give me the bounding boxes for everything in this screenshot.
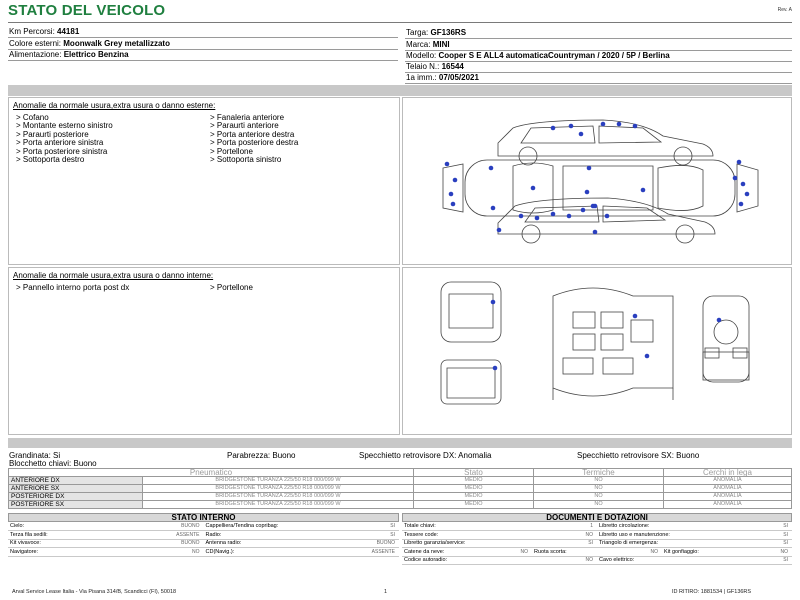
damage-item: > Porta anteriore sinistra [16, 138, 104, 148]
damage-item: > Paraurti posteriore [16, 129, 89, 139]
checklist-label: Antenna radio: [205, 540, 242, 547]
tyre-state: MEDIO [414, 477, 534, 485]
checklist-label: Kit vivavoce: [10, 540, 41, 547]
tyre-row [9, 501, 792, 509]
section-bar [8, 85, 792, 96]
checklist-value: BUONO [376, 540, 395, 547]
model-field: Modello: Cooper S E ALL4 automaticaCountryman / 2020 / 5P / Berlina [406, 51, 670, 60]
tyre-state: MEDIO [414, 493, 534, 501]
fuel-field: Alimentazione: Elettrico Benzina [9, 50, 129, 59]
damage-marker [737, 160, 742, 165]
footer-page: 1 [384, 589, 388, 595]
checklist-label: Triangolo di emergenza: [599, 540, 659, 547]
checklist-value: ASSENTE [371, 548, 395, 555]
damage-item: > Cofano [16, 113, 49, 122]
plate-field: Targa: GF136RS [406, 28, 467, 37]
internal-diagram [402, 267, 792, 435]
tyre-position: ANTERIORE SX [9, 485, 143, 493]
checklist-value: 1 [590, 523, 593, 529]
key-block-status: Blocchetto chiavi: Buono [9, 459, 97, 468]
tyre-rims: ANOMALIA [664, 477, 792, 485]
tyre-state: MEDIO [414, 485, 534, 493]
mirror-sx-status: Specchietto retrovisore SX: Buono [577, 451, 700, 460]
windscreen-status: Parabrezza: Buono [227, 451, 296, 460]
colour-field: Colore esterni: Moonwalk Grey metallizzato [9, 39, 170, 48]
tyre-model: BRIDGESTONE TURANZA 225/50 R18 000/099 W [143, 501, 414, 509]
damage-marker [739, 202, 744, 207]
checklist-label: Tessere code: [404, 531, 439, 538]
damage-marker [491, 300, 496, 305]
tyre-rims: ANOMALIA [664, 501, 792, 509]
checklist-label: Cielo: [10, 523, 25, 529]
damage-item: > Sottoporta sinistro [210, 155, 282, 165]
winter-header: Termiche [534, 469, 664, 477]
damage-marker [551, 126, 556, 131]
damage-marker [569, 124, 574, 129]
damage-marker [551, 212, 556, 217]
damage-marker [633, 124, 638, 129]
car-interior-diagram [403, 268, 793, 436]
checklist-value: NO [520, 548, 528, 555]
km-field: Km Percorsi: 44181 [9, 27, 80, 36]
checklist-value: NO [780, 548, 788, 555]
damage-item: > Porta posteriore destra [210, 138, 299, 148]
damage-marker [519, 214, 524, 219]
checklist-value: SI [390, 531, 395, 538]
tyre-state: MEDIO [414, 501, 534, 509]
row-line [405, 38, 792, 39]
checklist-value: SI [783, 557, 788, 564]
checklist-label: Totale chiavi: [404, 523, 436, 529]
damage-marker [445, 162, 450, 167]
checklist-label: Libretto uso e manutenzione: [599, 531, 670, 538]
damage-marker [585, 190, 590, 195]
damage-marker [633, 314, 638, 319]
damage-marker [453, 178, 458, 183]
tyre-winter: NO [534, 477, 664, 485]
tyre-row [9, 485, 792, 493]
checklist-label: Kit gonfiaggio: [664, 548, 699, 555]
damage-marker [605, 214, 610, 219]
tyre-winter: NO [534, 501, 664, 509]
checklist-value: BUONO [181, 523, 200, 529]
checklist-value: SI [783, 531, 788, 538]
checklist-label: Navigatore: [10, 548, 39, 555]
damage-item: > Pannello interno porta post dx [16, 283, 130, 292]
checklist-label: CD(Navig.): [205, 548, 235, 555]
damage-marker [567, 214, 572, 219]
internal-damage-panel [8, 267, 400, 435]
tyre-winter: NO [534, 485, 664, 493]
internal-damage-list-2 [210, 284, 253, 292]
rims-header: Cerchi in lega [664, 469, 792, 477]
damage-marker [593, 204, 598, 209]
internal-state-title: STATO INTERNO [8, 513, 399, 522]
footer-id: ID RITIRO: 1881534 | GF136RS [672, 589, 752, 595]
title-divider [8, 22, 792, 23]
tyre-position: ANTERIORE DX [9, 477, 143, 485]
damage-marker [645, 354, 650, 359]
tyre-row [9, 493, 792, 501]
damage-markers [491, 300, 722, 371]
damage-marker [493, 366, 498, 371]
damage-marker [593, 230, 598, 235]
damage-marker [451, 202, 456, 207]
tyre-row [9, 477, 792, 485]
checklist-value: SI [390, 523, 395, 529]
revision-label: Rev. A [777, 7, 792, 13]
checklist-value: SI [588, 540, 593, 547]
mirror-dx-status: Specchietto retrovisore DX: Anomalia [359, 451, 492, 460]
damage-marker [741, 182, 746, 187]
tyres-table [8, 468, 792, 509]
damage-marker [717, 318, 722, 323]
damage-marker [601, 122, 606, 127]
damage-marker [733, 176, 738, 181]
tyre-rims: ANOMALIA [664, 485, 792, 493]
checklist-value: SI [783, 523, 788, 529]
damage-marker [641, 188, 646, 193]
damage-item: > Montante esterno sinistro [16, 121, 113, 131]
checklist-label: Cappelliera/Tendina copribag: [205, 523, 279, 529]
checklist-value: NO [192, 548, 200, 555]
damage-item: > Portellone [210, 146, 253, 156]
damage-marker [617, 122, 622, 127]
registration-field: 1a imm.: 07/05/2021 [406, 73, 479, 82]
checklist-label: Ruota scorta: [534, 548, 567, 555]
tyre-position: POSTERIORE DX [9, 493, 143, 501]
checklist-value: NO [650, 548, 658, 555]
checklist-value: BUONO [181, 540, 200, 547]
damage-marker [587, 166, 592, 171]
checklist-label: Radio: [205, 531, 222, 538]
damage-item: > Fanaleria anteriore [210, 113, 285, 122]
footer-company: Arval Service Lease Italia - Via Pisana 314/B, Scandicci (FI), 50018 [12, 589, 177, 595]
checklist-label: Libretto garanzia/service: [404, 540, 466, 547]
checklist-label: Terza fila sedili: [10, 531, 48, 538]
chassis-field: Telaio N.: 16544 [406, 62, 464, 71]
checklist-label: Cavo elettrico: [599, 557, 635, 564]
row-line [405, 83, 792, 84]
checklist-value: ASSENTE [176, 531, 200, 538]
damage-marker [489, 166, 494, 171]
external-diagram [402, 97, 792, 265]
checklist-value: NO [585, 531, 593, 538]
damage-marker [449, 192, 454, 197]
damage-marker [497, 228, 502, 233]
damage-markers [445, 122, 750, 235]
checklist-label: Libretto circolazione: [599, 523, 650, 529]
internal-damage-list-1 [16, 284, 129, 292]
damage-marker [581, 208, 586, 213]
external-damage-list-2 [210, 114, 298, 164]
checklist-value: NO [585, 557, 593, 564]
section-bar [8, 438, 792, 448]
state-header: Stato [414, 469, 534, 477]
row-line [8, 60, 398, 61]
tyre-model: BRIDGESTONE TURANZA 225/50 R18 000/099 W [143, 485, 414, 493]
damage-marker [579, 132, 584, 137]
tyre-header: Pneumatico [9, 469, 414, 477]
car-exterior-diagram [403, 98, 793, 266]
damage-marker [491, 206, 496, 211]
brand-field: Marca: MINI [406, 40, 450, 49]
damage-item: > Paraurti anteriore [210, 121, 279, 131]
checklist-label: Catene da neve: [404, 548, 445, 555]
tyre-model: BRIDGESTONE TURANZA 225/50 R18 000/099 W [143, 493, 414, 501]
checklist-value: SI [783, 540, 788, 547]
external-damage-title: Anomalie da normale usura,extra usura o danno esterne: [13, 101, 216, 110]
page-title: STATO DEL VEICOLO [8, 2, 166, 19]
external-damage-list-1 [16, 114, 113, 164]
tyre-winter: NO [534, 493, 664, 501]
damage-item: > Porta anteriore destra [210, 129, 295, 139]
hail-status: Grandinata: Si [9, 451, 61, 460]
documents-title: DOCUMENTI E DOTAZIONI [402, 513, 792, 522]
checklist-label: Codice autoradio: [404, 557, 448, 564]
damage-item: > Porta posteriore sinistra [16, 146, 108, 156]
damage-item: > Portellone [210, 283, 253, 292]
tyre-model: BRIDGESTONE TURANZA 225/50 R18 000/099 W [143, 477, 414, 485]
damage-marker [531, 186, 536, 191]
damage-marker [745, 192, 750, 197]
internal-damage-title: Anomalie da normale usura,extra usura o danno interne: [13, 271, 214, 280]
external-damage-panel [8, 97, 400, 265]
tyre-rims: ANOMALIA [664, 493, 792, 501]
tyre-position: POSTERIORE SX [9, 501, 143, 509]
damage-item: > Sottoporta destro [16, 155, 85, 165]
damage-marker [535, 216, 540, 221]
